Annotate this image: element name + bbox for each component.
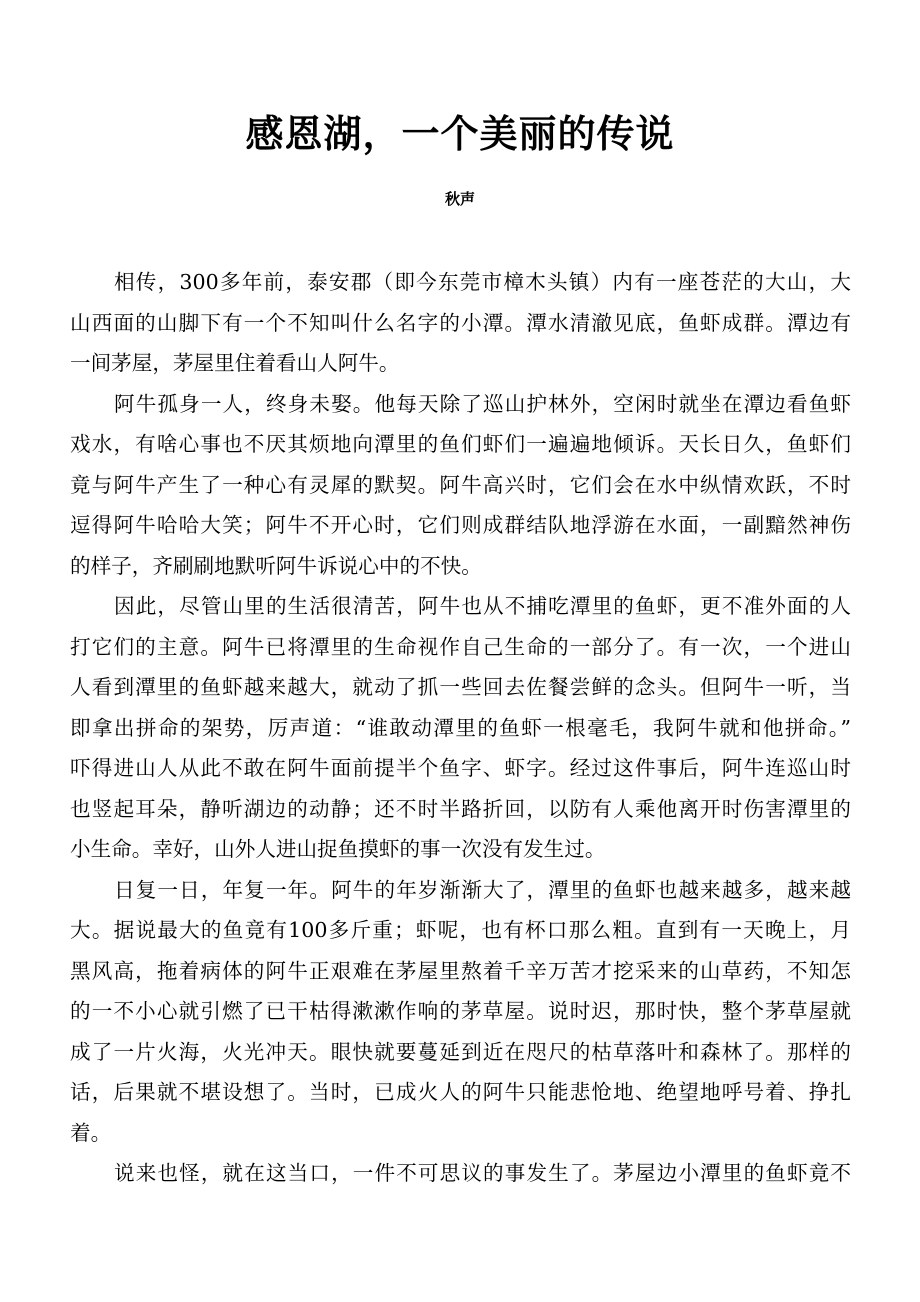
document-body: [70, 262, 851, 1194]
paragraph: [70, 384, 851, 587]
text-line: 竟与阿牛产生了一种心有灵犀的默契。阿牛高兴时，它们会在水中纵情欢跃，不时: [70, 472, 851, 497]
text-line: 成了一片火海，火光冲天。眼快就要蔓延到近在咫尺的枯草落叶和森林了。那样的: [70, 1039, 851, 1064]
text-line: 话，后果就不堪设想了。当时，已成火人的阿牛只能悲怆地、绝望地呼号着、挣扎: [70, 1080, 851, 1104]
text-line: 戏水，有啥心事也不厌其烦地向潭里的鱼们虾们一遍遍地倾诉。天长日久，鱼虾们: [70, 432, 851, 456]
paragraph: [70, 586, 851, 870]
text-line: 打它们的主意。阿牛已将潭里的生命视作自己生命的一部分了。有一次，一个进山: [70, 634, 851, 659]
text-line: 大。据说最大的鱼竟有100多斤重；虾呢，也有杯口那么粗。直到有一天晚上，月: [70, 918, 851, 942]
text-line: 也竖起耳朵，静听湖边的动静；还不时半路折回，以防有人乘他离开时伤害潭里的: [70, 796, 851, 821]
text-line: 阿牛孤身一人，终身未娶。他每天除了巡山护林外，空闲时就坐在潭边看鱼虾: [114, 391, 851, 416]
text-line: 一间茅屋，茅屋里住着看山人阿牛。: [70, 351, 400, 375]
text-line: 因此，尽管山里的生活很清苦，阿牛也从不捕吃潭里的鱼虾，更不准外面的人: [114, 594, 851, 618]
text-line: 日复一日，年复一年。阿牛的年岁渐渐大了，潭里的鱼虾也越来越多，越来越: [114, 877, 851, 902]
text-line: 逗得阿牛哈哈大笑；阿牛不开心时，它们则成群结队地浮游在水面，一副黯然神伤: [70, 513, 851, 537]
text-line: 相传，300多年前，泰安郡（即今东莞市樟木头镇）内有一座苍茫的大山，大: [114, 270, 851, 294]
text-line: 小生命。幸好，山外人进山捉鱼摸虾的事一次没有发生过。: [70, 837, 606, 861]
document-title: 感恩湖，一个美丽的传说: [245, 112, 675, 156]
text-line: 黑风高，拖着病体的阿牛正艰难在茅屋里熬着千辛万苦才挖采来的山草药，不知怎: [70, 958, 851, 983]
text-line: 的一不小心就引燃了已干枯得漱漱作响的茅草屋。说时迟，那时快，整个茅草屋就: [70, 999, 851, 1023]
text-line: 山西面的山脚下有一个不知叫什么名字的小潭。潭水清澈见底，鱼虾成群。潭边有: [70, 310, 851, 335]
paragraph: [70, 262, 851, 384]
text-line: 人看到潭里的鱼虾越来越大，就动了抓一些回去佐餐尝鲜的念头。但阿牛一听，当: [70, 675, 851, 699]
text-line: 着。: [70, 1120, 112, 1145]
text-line: 即拿出拼命的架势，厉声道：“谁敢动潭里的鱼虾一根毫毛，我阿牛就和他拼命。”: [70, 715, 851, 740]
paragraph: [70, 1153, 851, 1194]
text-line: 的样子，齐刷刷地默听阿牛诉说心中的不快。: [70, 553, 482, 578]
text-line: 说来也怪，就在这当口，一件不可思议的事发生了。茅屋边小潭里的鱼虾竟不: [114, 1161, 851, 1185]
text-line: 吓得进山人从此不敢在阿牛面前提半个鱼字、虾字。经过这件事后，阿牛连巡山时: [70, 756, 851, 780]
paragraph: [70, 870, 851, 1154]
author-name: 秋声: [444, 190, 475, 208]
